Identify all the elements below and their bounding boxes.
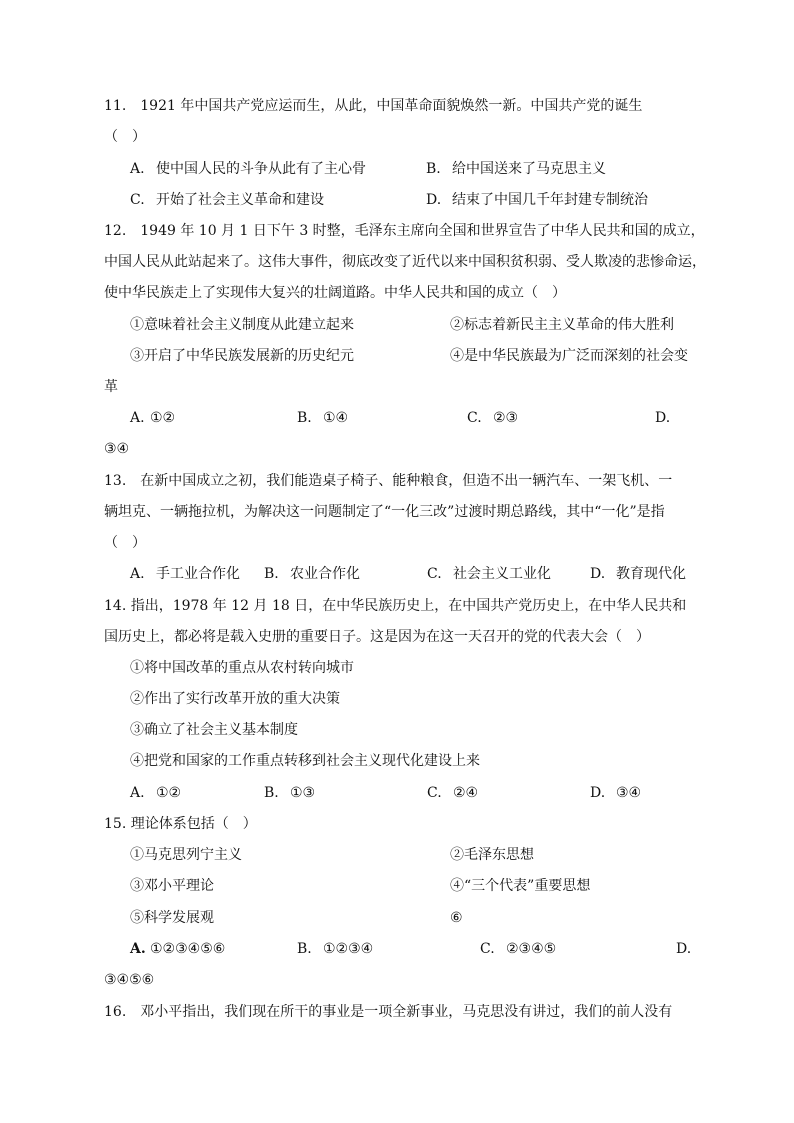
q15-option-d-text[interactable]: ③④⑤⑥ xyxy=(104,972,155,988)
q13-option-d-label: D. xyxy=(590,566,606,582)
q11-option-a-text: 使中国人民的斗争从此有了主心骨 xyxy=(156,161,366,177)
q13-option-c-label: C. xyxy=(427,566,442,582)
q14-option-b-label: B. xyxy=(264,785,279,801)
q15-option-b-text: ①②③④ xyxy=(323,941,374,957)
q14-option-c-text: ②④ xyxy=(453,785,479,801)
q11-option-b-label: B. xyxy=(426,161,441,177)
q15-option-b-label: B. xyxy=(297,941,312,957)
q12-option-a-text: ①② xyxy=(150,410,176,426)
q15-item-6: ⑥ xyxy=(450,910,463,926)
q11-option-c-label: C. xyxy=(130,192,145,208)
q14-option-d-label: D. xyxy=(590,785,606,801)
q13-option-a-text: 手工业合作化 xyxy=(156,566,240,582)
q14-option-b-text: ①③ xyxy=(290,785,316,801)
q11-option-d-text: 结束了中国几千年封建专制统治 xyxy=(452,192,648,208)
q13-option-b-text: 农业合作化 xyxy=(290,566,360,582)
q12-option-d-label[interactable]: D. xyxy=(655,410,671,426)
q15-item-1: ①马克思列宁主义 xyxy=(130,847,242,863)
q12-option-c-text: ②③ xyxy=(493,410,519,426)
q15-option-d-label[interactable]: D. xyxy=(676,941,692,957)
q11-option-d-label: D. xyxy=(426,192,442,208)
q15-item-5: ⑤科学发展观 xyxy=(130,910,214,926)
q12-item-3: ③开启了中华民族发展新的历史纪元 xyxy=(130,348,354,364)
q12-option-d-text[interactable]: ③④ xyxy=(104,441,130,457)
q14-option-c-label: C. xyxy=(427,785,442,801)
q12-stem-line: 使中华民族走上了实现伟大复兴的壮阔道路。中华人民共和国的成立（ ） xyxy=(104,285,566,301)
q12-stem-line: 中国人民从此站起来了。这伟大事件，彻底改变了近代以来中国积贫积弱、受人欺凌的悲惨命运， xyxy=(104,254,706,270)
q11-option-c-text: 开始了社会主义革命和建设 xyxy=(156,192,324,208)
q15-option-c-text: ②③④⑤ xyxy=(506,941,557,957)
q11-stem: 11. 1921 年中国共产党应运而生，从此，中国革命面貌焕然一新。中国共产党的诞生 xyxy=(104,98,643,114)
q15-option-a-label: A. xyxy=(130,941,146,957)
q14-item-1: ①将中国改革的重点从农村转向城市 xyxy=(130,660,354,676)
q14-item-3: ③确立了社会主义基本制度 xyxy=(130,722,298,738)
q15-item-3: ③邓小平理论 xyxy=(130,878,214,894)
q13-option-b-label: B. xyxy=(264,566,279,582)
q11-option-b-text: 给中国送来了马克思主义 xyxy=(452,161,606,177)
q12-item-4-wrap: 革 xyxy=(104,379,118,395)
q13-option-c-text: 社会主义工业化 xyxy=(453,566,551,582)
q13-option-a-label: A. xyxy=(130,566,145,582)
q12-item-2: ②标志着新民主主义革命的伟大胜利 xyxy=(450,317,674,333)
q12-option-b-label: B. xyxy=(297,410,312,426)
q15-item-4: ④“三个代表”重要思想 xyxy=(450,878,591,894)
q12-stem-line: 12. 1949 年 10 月 1 日下午 3 时整，毛泽东主席向全国和世界宣告了中华人民共和国的成立， xyxy=(104,223,705,239)
q14-stem-line: 14. 指出，1978 年 12 月 18 日，在中华民族历史上，在中国共产党历史上，在中华人民共和 xyxy=(104,598,687,614)
q13-option-d-text: 教育现代化 xyxy=(616,566,686,582)
q14-stem-line: 国历史上，都必将是载入史册的重要日子。这是因为在这一天召开的党的代表大会（ ） xyxy=(104,629,650,645)
q14-option-a-text: ①② xyxy=(156,785,182,801)
q15-stem: 15. 理论体系包括（ ） xyxy=(104,816,257,832)
q14-option-a-label: A. xyxy=(130,785,145,801)
q14-item-2: ②作出了实行改革开放的重大决策 xyxy=(130,691,340,707)
q13-stem-line: 13. 在新中国成立之初，我们能造桌子椅子、能种粮食，但造不出一辆汽车、一架飞机、一 xyxy=(104,473,673,489)
q11-answer-paren: （ ） xyxy=(104,129,146,145)
q13-answer-paren: （ ） xyxy=(104,535,146,551)
q16-stem: 16. 邓小平指出，我们现在所干的事业是一项全新事业，马克思没有讲过，我们的前人没有 xyxy=(104,1004,673,1020)
q12-option-c-label: C. xyxy=(467,410,482,426)
q15-option-c-label: C. xyxy=(480,941,495,957)
q11-option-a-label: A. xyxy=(130,161,145,177)
q12-item-4: ④是中华民族最为广泛而深刻的社会变 xyxy=(450,348,688,364)
q12-option-b-text: ①④ xyxy=(323,410,349,426)
q13-stem-line: 辆坦克、一辆拖拉机，为解决这一问题制定了“一化三改”过渡时期总路线，其中“一化”是指 xyxy=(104,504,665,520)
q14-option-d-text: ③④ xyxy=(616,785,642,801)
q14-item-4: ④把党和国家的工作重点转移到社会主义现代化建设上来 xyxy=(130,753,480,769)
q12-item-1: ①意味着社会主义制度从此建立起来 xyxy=(130,317,354,333)
q15-item-2: ②毛泽东思想 xyxy=(450,847,534,863)
q12-option-a-label: A. xyxy=(130,410,145,426)
q15-option-a-text: ①②③④⑤⑥ xyxy=(150,941,226,957)
